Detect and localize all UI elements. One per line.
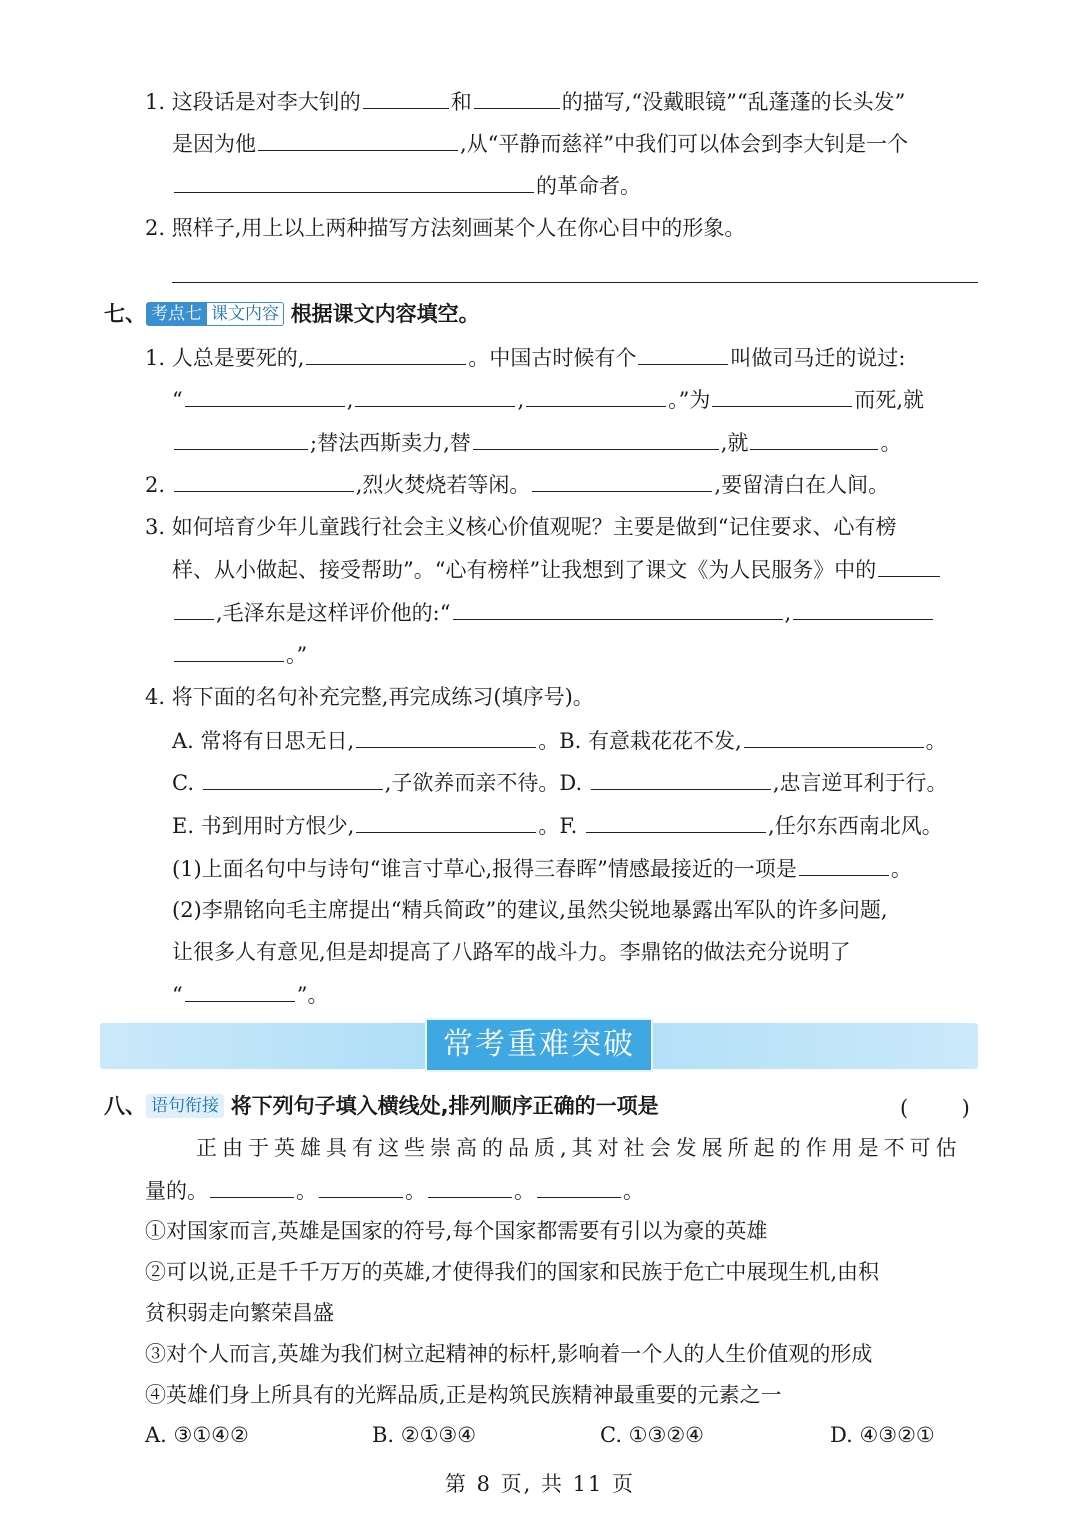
answer-blank[interactable] — [638, 342, 728, 365]
option-c[interactable]: C. ①③②④ — [600, 1423, 704, 1447]
answer-blank[interactable] — [428, 1175, 512, 1198]
answer-blank[interactable] — [750, 427, 878, 450]
answer-blank[interactable] — [174, 597, 214, 620]
answer-blank[interactable] — [355, 384, 515, 407]
q8-sentence-2b: 贫积弱走向繁荣昌盛 — [145, 1301, 334, 1325]
answer-blank[interactable] — [526, 384, 666, 407]
q7-i3-line3: ,毛泽东是这样评价他的:“ , — [172, 597, 935, 628]
answer-blank[interactable] — [453, 597, 783, 620]
answer-blank[interactable] — [473, 427, 719, 450]
q8-sentence-4: ④英雄们身上所具有的光辉品质,正是构筑民族精神最重要的元素之一 — [145, 1383, 782, 1407]
q7-i2: 2. ,烈火焚烧若等闲。 ,要留清白在人间。 — [145, 469, 889, 500]
answer-blank[interactable] — [474, 86, 560, 109]
answer-blank[interactable] — [203, 767, 383, 790]
answer-blank[interactable] — [591, 767, 771, 790]
answer-blank[interactable] — [537, 1175, 621, 1198]
answer-blank[interactable] — [306, 342, 466, 365]
q7-i4-sub2-line1: (2)李鼎铭向毛主席提出“精兵简政”的建议,虽然尖锐地暴露出军队的许多问题, — [172, 898, 888, 922]
q8-header: 八、 语句衔接 将下列句子填入横线处,排列顺序正确的一项是 — [104, 1094, 659, 1118]
answer-blank[interactable] — [793, 597, 933, 620]
q6-item2: 2. 照样子,用上以上两种描写方法刻画某个人在你心目中的形象。 — [145, 216, 746, 240]
q7-i4-row-ef: E. 书到用时方恨少, 。F. ,任尔东西南北风。 — [172, 810, 943, 841]
answer-blank[interactable] — [210, 1175, 294, 1198]
answer-blank[interactable] — [174, 427, 308, 450]
q6-item1-line1: 1. 这段话是对李大钊的 和 的描写,“没戴眼镜”“乱蓬蓬的长头发” — [145, 86, 905, 117]
answer-blank[interactable] — [185, 384, 345, 407]
q6-item1-line2: 是因为他 ,从“平静而慈祥”中我们可以体会到李大钊是一个 — [172, 128, 908, 159]
answer-blank[interactable] — [878, 554, 940, 577]
answer-blank[interactable] — [319, 1175, 403, 1198]
section-banner-title: 常考重难突破 — [425, 1018, 653, 1072]
answer-blank[interactable] — [185, 979, 295, 1002]
q7-i1-line2: “ , , 。”为 而死,就 — [172, 384, 924, 415]
answer-blank[interactable] — [586, 810, 766, 833]
answer-line[interactable] — [172, 282, 978, 283]
answer-blank[interactable] — [258, 128, 458, 151]
answer-blank[interactable] — [356, 725, 536, 748]
q7-i4-sub2-line2: 让很多人有意见,但是却提高了八路军的战斗力。李鼎铭的做法充分说明了 — [172, 940, 851, 964]
q7-header: 七、 考点七 课文内容 根据课文内容填空。 — [104, 302, 480, 326]
answer-blank[interactable] — [712, 384, 852, 407]
q7-title: 根据课文内容填空。 — [290, 302, 480, 326]
q7-i1-line1: 1. 人总是要死的, 。中国古时候有个 叫做司马迁的说过: — [145, 342, 906, 373]
q8-sentence-1: ①对国家而言,英雄是国家的符号,每个国家都需要有引以为豪的英雄 — [145, 1219, 768, 1243]
answer-blank[interactable] — [363, 86, 449, 109]
option-a[interactable]: A. ③①④② — [145, 1423, 249, 1447]
answer-blank[interactable] — [174, 639, 284, 662]
page-footer: 第 8 页, 共 11 页 — [444, 1472, 636, 1496]
option-d[interactable]: D. ④③②① — [830, 1423, 935, 1447]
q7-i3-line2: 样、从小做起、接受帮助”。“心有榜样”让我想到了课文《为人民服务》中的 — [172, 554, 942, 585]
answer-blank[interactable] — [532, 469, 712, 492]
q8-sentence-2a: ②可以说,正是千千万万的英雄,才使得我们的国家和民族于危亡中展现生机,由积 — [145, 1260, 880, 1284]
q8-sentence-3: ③对个人而言,英雄为我们树立起精神的标杆,影响着一个人的人生价值观的形成 — [145, 1342, 873, 1366]
q7-i1-line3: ;替法西斯卖力,替 ,就 。 — [172, 427, 901, 458]
tag-topic: 语句衔接 — [146, 1094, 224, 1118]
answer-blank[interactable] — [356, 810, 536, 833]
answer-blank[interactable] — [174, 469, 354, 492]
answer-paren[interactable]: ( ) — [900, 1096, 970, 1120]
q6-item1-line3: 的革命者。 — [172, 170, 641, 201]
q8-passage-line1: 正由于英雄具有这些崇高的品质,其对社会发展所起的作用是不可估 — [196, 1136, 962, 1160]
q7-i4-row-ab: A. 常将有日思无日, 。B. 有意栽花花不发, 。 — [172, 725, 947, 756]
q7-i4-row-cd: C. ,子欲养而亲不待。D. ,忠言逆耳利于行。 — [172, 767, 948, 798]
q7-i3-line4: 。” — [172, 639, 307, 670]
q7-i4-intro: 4. 将下面的名句补充完整,再完成练习(填序号)。 — [145, 685, 594, 709]
q7-i4-sub1: (1)上面名句中与诗句“谁言寸草心,报得三春晖”情感最接近的一项是 。 — [172, 853, 912, 884]
q7-i3-line1: 3. 如何培育少年儿童践行社会主义核心价值观呢？主要是做到“记住要求、心有榜 — [145, 515, 897, 539]
answer-blank[interactable] — [174, 170, 534, 193]
tag-topic: 课文内容 — [206, 302, 284, 326]
q8-passage-line2: 量的。 。 。 。 。 — [145, 1175, 644, 1206]
answer-blank[interactable] — [744, 725, 924, 748]
option-b[interactable]: B. ②①③④ — [372, 1423, 477, 1447]
q7-i4-sub2-line3: “ ”。 — [172, 979, 329, 1010]
tag-point: 考点七 — [146, 302, 207, 326]
q8-title: 将下列句子填入横线处,排列顺序正确的一项是 — [230, 1094, 659, 1118]
answer-blank[interactable] — [799, 853, 889, 876]
